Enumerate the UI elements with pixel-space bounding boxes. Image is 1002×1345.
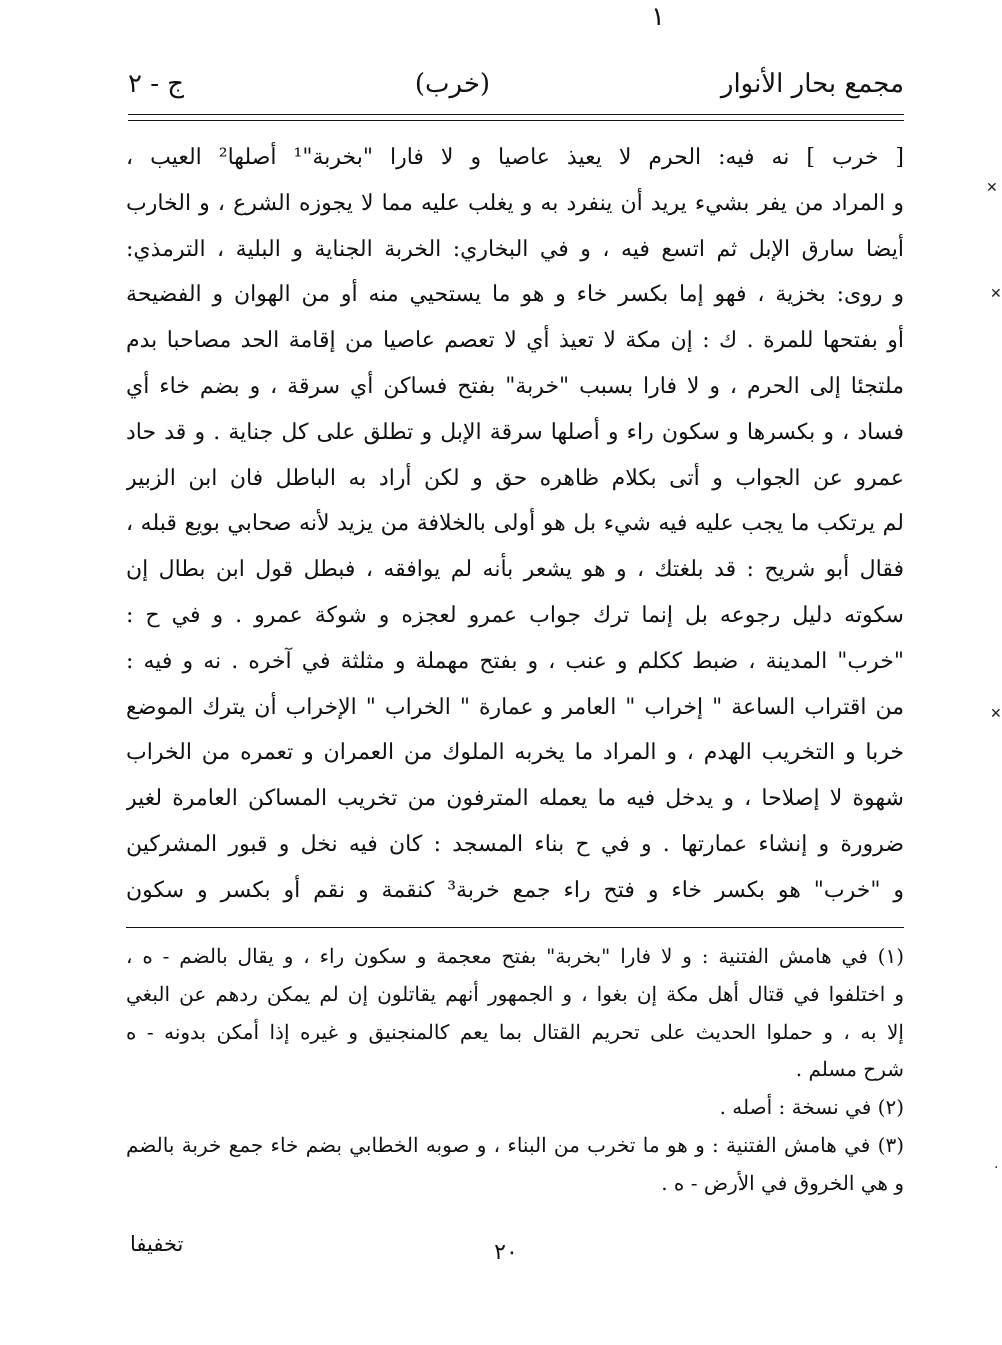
page-number: ٢٠ — [494, 1240, 518, 1265]
running-header — [128, 64, 904, 104]
footnote-line: إلا به ، و حملوا الحديث على تحريم القتال بما يعم كالمنجنيق و غيره إذا أمكن بدونه - ه — [126, 1019, 904, 1044]
footnote-line: و هي الخروق في الأرض - ه . — [661, 1170, 904, 1195]
body-line: شهوة لا إصلاحا ، و يدخل فيه ما يعمله المترفون من تخريب المساكن العامرة لغير — [126, 786, 904, 812]
body-line: أيضا سارق الإبل ثم اتسع فيه ، و في البخاري: الخربة الجناية و البلية ، الترمذي: — [126, 236, 904, 262]
footnote-rule — [126, 927, 904, 928]
scan-edge-mark: ✕ — [990, 286, 1002, 302]
top-page-mark: ١ — [651, 2, 665, 32]
scan-edge-mark: ✕ — [986, 180, 998, 196]
body-line: أو بفتحها للمرة . ك : إن مكة لا تعيذ أي لا تعصم عاصيا من إقامة الحد مصاحبا بدم — [126, 328, 904, 354]
body-line: ملتجئا إلى الحرم ، و لا فارا بسبب "خربة" بفتح فساكن أي سرقة ، و بضم خاء أي — [126, 373, 904, 399]
body-line: ضرورة و إنشاء عمارتها . و في ح بناء المسجد : كان فيه نخل و قبور المشركين — [126, 831, 904, 857]
scan-edge-mark: · — [994, 1160, 999, 1176]
body-line: [ خرب ] نه فيه: الحرم لا يعيذ عاصيا و لا فارا "بخربة"¹ أصلها² العيب ، — [126, 145, 904, 170]
scan-edge-mark: ✕ — [990, 706, 1002, 722]
main-text — [126, 135, 904, 914]
body-line: و المراد من يفر بشيء يريد أن ينفرد به و يغلب عليه مما لا يجوزه الشرع ، و الخارب — [126, 190, 904, 216]
footnote-line: (٢) في نسخة : أصله . — [719, 1095, 904, 1120]
body-line: "خرب" المدينة ، ضبط ككلم و عنب ، و بفتح مهملة و مثلثة في آخره . نه و فيه : — [126, 648, 904, 674]
body-line: سكوته دليل رجوعه بل إنما ترك جواب عمرو لعجزه و شوكة عمرو . و في ح : — [126, 602, 904, 628]
body-line: فقال أبو شريح : قد بلغتك ، و هو يشعر بأنه لم يوافقه ، فبطل قول ابن بطال إن — [126, 557, 904, 583]
body-line: خربا و التخريب الهدم ، و المراد ما يخربه الملوك من العمران و تعمره من الخراب — [126, 740, 904, 766]
header-rule-bottom — [128, 120, 904, 121]
body-line: فساد ، و بكسرها و سكون راء و أصلها سرقة الإبل و تطلق على كل جناية . و قد حاد — [126, 419, 904, 445]
body-line: من اقتراب الساعة " إخراب " العامر و عمارة " الخراب " الإخراب أن يترك الموضع — [126, 694, 904, 720]
header-book-title: مجمع بحار الأنوار — [720, 69, 904, 99]
footnotes — [126, 938, 904, 1203]
footnote-line: شرح مسلم . — [795, 1057, 904, 1082]
body-line: و "خرب" هو بكسر خاء و فتح راء جمع خربة³ كنقمة و نقم أو بكسر و سكون — [126, 877, 904, 903]
footnote-line: (٣) في هامش الفتنية : و هو ما تخرب من البناء ، و صوبه الخطابي بضم خاء جمع خربة بالضم — [126, 1132, 904, 1157]
body-line: عمرو عن الجواب و أتى بكلام ظاهره حق و لكن أراد به الباطل فان ابن الزبير — [126, 465, 904, 491]
header-rule-top — [128, 114, 904, 115]
body-line: و روى: بخزية ، فهو إما بكسر خاء و هو ما يستحيي منه أو من الهوان و الفضيحة — [126, 282, 904, 308]
header-volume: ج - ٢ — [128, 69, 185, 99]
catchword: تخفيفا — [130, 1232, 184, 1256]
footnote-line: و اختلفوا في قتال أهل مكة إن بغوا ، و الجمهور أنهم يقاتلون إن لم يمكن ردهم عن البغي — [126, 981, 904, 1006]
body-line: لم يرتكب ما يجب عليه فيه شيء بل هو أولى بالخلافة من يزيد لأنه صحابي بويع قبله ، — [126, 511, 904, 537]
footnote-line: (١) في هامش الفتنية : و لا فارا "بخربة" بفتح معجمة و سكون راء ، و يقال بالضم - ه ، — [126, 944, 904, 968]
header-entry-root: (خرب) — [414, 69, 491, 99]
